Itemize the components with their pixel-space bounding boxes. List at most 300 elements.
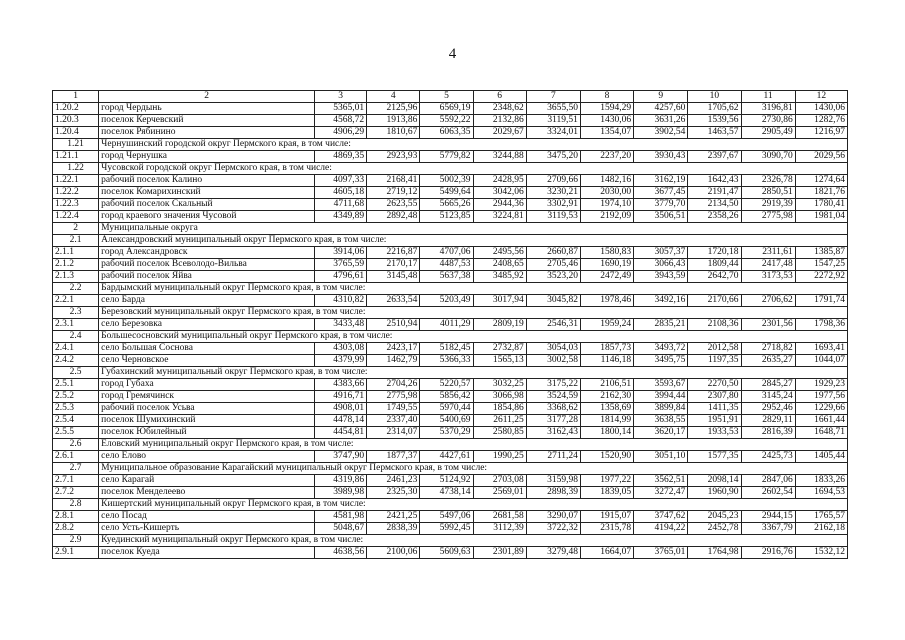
value-cell: 2421,25 (367, 511, 420, 523)
value-cell: 5124,92 (420, 475, 473, 487)
value-cell: 1913,86 (367, 115, 420, 127)
value-cell: 2314,07 (367, 427, 420, 439)
value-cell: 1981,04 (795, 211, 847, 223)
row-code: 2.5.3 (53, 403, 99, 415)
value-cell: 2719,12 (367, 187, 420, 199)
value-cell: 2829,11 (741, 415, 795, 427)
value-cell: 2816,39 (741, 427, 795, 439)
value-cell: 3017,94 (473, 295, 526, 307)
row-code: 2.8 (53, 499, 99, 511)
value-cell: 3493,72 (634, 343, 688, 355)
row-code: 2.2.1 (53, 295, 99, 307)
section-row (53, 367, 848, 379)
value-cell: 1854,86 (473, 403, 526, 415)
value-cell: 2452,78 (688, 523, 741, 535)
value-cell: 2495,56 (473, 247, 526, 259)
value-cell: 2272,92 (795, 271, 847, 283)
value-cell: 2775,98 (741, 211, 795, 223)
settlement-name: село Березовка (99, 319, 315, 331)
table-row (53, 391, 848, 403)
value-cell: 2326,78 (741, 175, 795, 187)
value-cell: 1577,35 (688, 451, 741, 463)
value-cell: 1539,56 (688, 115, 741, 127)
value-cell: 1229,66 (795, 403, 847, 415)
value-cell: 1282,76 (795, 115, 847, 127)
value-cell: 2325,30 (367, 487, 420, 499)
row-code: 1.20.3 (53, 115, 99, 127)
row-code: 2.1.2 (53, 259, 99, 271)
value-cell: 2029,56 (795, 151, 847, 163)
settlement-name: рабочий поселок Калино (99, 175, 315, 187)
value-cell: 2835,21 (634, 319, 688, 331)
row-code: 2.4.2 (53, 355, 99, 367)
value-cell: 1385,87 (795, 247, 847, 259)
settlement-name: поселок Менделеево (99, 487, 315, 499)
table-row (53, 187, 848, 199)
value-cell: 4257,60 (634, 103, 688, 115)
value-cell: 4379,99 (314, 355, 366, 367)
value-cell: 1977,56 (795, 391, 847, 403)
value-cell: 1664,07 (580, 547, 633, 559)
value-cell: 3244,88 (473, 151, 526, 163)
value-cell: 2337,40 (367, 415, 420, 427)
value-cell: 3290,07 (526, 511, 580, 523)
column-number: 9 (634, 91, 688, 103)
column-number: 2 (99, 91, 315, 103)
value-cell: 3042,06 (473, 187, 526, 199)
row-code: 2.6.1 (53, 451, 99, 463)
value-cell: 3655,50 (526, 103, 580, 115)
value-cell: 4303,08 (314, 343, 366, 355)
value-cell: 2358,26 (688, 211, 741, 223)
section-row (53, 307, 848, 319)
settlement-name: поселок Рябинино (99, 127, 315, 139)
value-cell: 4638,56 (314, 547, 366, 559)
value-cell: 5203,49 (420, 295, 473, 307)
value-cell: 2845,27 (741, 379, 795, 391)
value-cell: 1705,62 (688, 103, 741, 115)
section-title: Бардымский муниципальный округ Пермского края, в том числе: (99, 283, 848, 295)
table-row (53, 175, 848, 187)
value-cell: 2191,47 (688, 187, 741, 199)
value-cell: 1798,36 (795, 319, 847, 331)
value-cell: 2098,14 (688, 475, 741, 487)
value-cell: 3272,47 (634, 487, 688, 499)
value-cell: 2307,80 (688, 391, 741, 403)
table-row (53, 259, 848, 271)
value-cell: 3230,21 (526, 187, 580, 199)
value-cell: 1951,91 (688, 415, 741, 427)
value-cell: 2301,56 (741, 319, 795, 331)
settlement-name: село Большая Соснова (99, 343, 315, 355)
column-number-row (53, 91, 848, 103)
value-cell: 1839,05 (580, 487, 633, 499)
section-title: Чусовской городской округ Пермского края, в том числе: (99, 163, 848, 175)
value-cell: 1044,07 (795, 355, 847, 367)
value-cell: 4869,35 (314, 151, 366, 163)
settlement-name: рабочий поселок Яйва (99, 271, 315, 283)
value-cell: 2952,46 (741, 403, 795, 415)
value-cell: 4194,22 (634, 523, 688, 535)
value-cell: 3524,59 (526, 391, 580, 403)
value-cell: 3492,16 (634, 295, 688, 307)
settlement-name: город Александровск (99, 247, 315, 259)
value-cell: 1791,74 (795, 295, 847, 307)
value-cell: 3562,51 (634, 475, 688, 487)
value-cell: 1810,67 (367, 127, 420, 139)
row-code: 2.7 (53, 463, 99, 475)
table-row (53, 103, 848, 115)
value-cell: 3032,25 (473, 379, 526, 391)
value-cell: 6063,35 (420, 127, 473, 139)
value-cell: 2270,50 (688, 379, 741, 391)
settlement-name: поселок Юбилейный (99, 427, 315, 439)
value-cell: 4906,29 (314, 127, 366, 139)
value-cell: 3765,59 (314, 259, 366, 271)
row-code: 2.9.1 (53, 547, 99, 559)
value-cell: 3593,67 (634, 379, 688, 391)
value-cell: 4310,82 (314, 295, 366, 307)
row-code: 2.1.1 (53, 247, 99, 259)
value-cell: 4011,29 (420, 319, 473, 331)
value-cell: 2732,87 (473, 343, 526, 355)
value-cell: 5992,45 (420, 523, 473, 535)
value-cell: 5370,29 (420, 427, 473, 439)
value-cell: 2569,01 (473, 487, 526, 499)
value-cell: 5856,42 (420, 391, 473, 403)
settlement-name: поселок Шумихинский (99, 415, 315, 427)
value-cell: 4605,18 (314, 187, 366, 199)
value-cell: 3196,81 (741, 103, 795, 115)
section-row (53, 163, 848, 175)
value-cell: 2916,76 (741, 547, 795, 559)
column-number: 10 (688, 91, 741, 103)
value-cell: 1430,06 (580, 115, 633, 127)
table-row (53, 295, 848, 307)
value-cell: 2162,18 (795, 523, 847, 535)
value-cell: 2425,73 (741, 451, 795, 463)
value-cell: 2029,67 (473, 127, 526, 139)
value-cell: 3495,75 (634, 355, 688, 367)
value-cell: 1482,16 (580, 175, 633, 187)
settlement-name: село Черновское (99, 355, 315, 367)
page-number: 4 (448, 46, 457, 62)
value-cell: 2311,61 (741, 247, 795, 259)
row-code: 2.3.1 (53, 319, 99, 331)
settlement-name: рабочий поселок Всеволодо-Вильва (99, 259, 315, 271)
value-cell: 2923,93 (367, 151, 420, 163)
value-cell: 2100,06 (367, 547, 420, 559)
value-cell: 1274,64 (795, 175, 847, 187)
row-code: 1.20.2 (53, 103, 99, 115)
value-cell: 2838,39 (367, 523, 420, 535)
table-row (53, 355, 848, 367)
value-cell: 2397,67 (688, 151, 741, 163)
value-cell: 2168,41 (367, 175, 420, 187)
value-cell: 2898,39 (526, 487, 580, 499)
value-cell: 3224,81 (473, 211, 526, 223)
value-cell: 2315,78 (580, 523, 633, 535)
row-code: 2.1.3 (53, 271, 99, 283)
value-cell: 3765,01 (634, 547, 688, 559)
section-row (53, 463, 848, 475)
settlement-name: село Усть-Кишерть (99, 523, 315, 535)
value-cell: 2012,58 (688, 343, 741, 355)
value-cell: 3119,51 (526, 115, 580, 127)
value-cell: 3523,20 (526, 271, 580, 283)
value-cell: 3722,32 (526, 523, 580, 535)
value-cell: 2106,51 (580, 379, 633, 391)
value-cell: 3620,17 (634, 427, 688, 439)
value-cell: 5609,63 (420, 547, 473, 559)
settlement-name: город Чердынь (99, 103, 315, 115)
value-cell: 1749,55 (367, 403, 420, 415)
value-cell: 5002,39 (420, 175, 473, 187)
value-cell: 3930,43 (634, 151, 688, 163)
settlement-name: город краевого значения Чусовой (99, 211, 315, 223)
section-title: Куединский муниципальный округ Пермского края, в том числе: (99, 535, 848, 547)
value-cell: 1354,07 (580, 127, 633, 139)
value-cell: 3175,22 (526, 379, 580, 391)
column-number: 6 (473, 91, 526, 103)
value-cell: 5400,69 (420, 415, 473, 427)
value-cell: 3368,62 (526, 403, 580, 415)
section-title: Еловский муниципальный округ Пермского края, в том числе: (99, 439, 848, 451)
value-cell: 2045,23 (688, 511, 741, 523)
row-code: 2.5 (53, 367, 99, 379)
value-cell: 2850,51 (741, 187, 795, 199)
table-row (53, 115, 848, 127)
value-cell: 1694,53 (795, 487, 847, 499)
value-cell: 3506,51 (634, 211, 688, 223)
value-cell: 2704,26 (367, 379, 420, 391)
row-code: 1.21 (53, 139, 99, 151)
value-cell: 2125,96 (367, 103, 420, 115)
value-cell: 4319,86 (314, 475, 366, 487)
value-cell: 3638,55 (634, 415, 688, 427)
value-cell: 3779,70 (634, 199, 688, 211)
row-code: 2.7.1 (53, 475, 99, 487)
settlement-name: город Чернушка (99, 151, 315, 163)
value-cell: 5123,85 (420, 211, 473, 223)
settlement-name: рабочий поселок Скальный (99, 199, 315, 211)
column-number: 11 (741, 91, 795, 103)
row-code: 2.2 (53, 283, 99, 295)
value-cell: 1430,06 (795, 103, 847, 115)
section-row (53, 331, 848, 343)
value-cell: 5970,44 (420, 403, 473, 415)
value-cell: 2944,15 (741, 511, 795, 523)
value-cell: 5182,45 (420, 343, 473, 355)
value-cell: 2633,54 (367, 295, 420, 307)
value-cell: 4916,71 (314, 391, 366, 403)
value-cell: 1857,73 (580, 343, 633, 355)
table-row (53, 271, 848, 283)
value-cell: 3302,91 (526, 199, 580, 211)
value-cell: 3145,48 (367, 271, 420, 283)
value-cell: 2706,62 (741, 295, 795, 307)
row-code: 1.22 (53, 163, 99, 175)
value-cell: 4581,98 (314, 511, 366, 523)
row-code: 2.1 (53, 235, 99, 247)
value-cell: 1974,10 (580, 199, 633, 211)
value-cell: 1661,44 (795, 415, 847, 427)
value-cell: 3177,28 (526, 415, 580, 427)
column-number: 8 (580, 91, 633, 103)
column-number: 3 (314, 91, 366, 103)
value-cell: 2905,49 (741, 127, 795, 139)
value-cell: 2775,98 (367, 391, 420, 403)
value-cell: 2162,30 (580, 391, 633, 403)
row-code: 1.22.2 (53, 187, 99, 199)
tariff-table (52, 90, 848, 559)
value-cell: 1821,76 (795, 187, 847, 199)
value-cell: 1933,53 (688, 427, 741, 439)
value-cell: 2472,49 (580, 271, 633, 283)
value-cell: 2602,54 (741, 487, 795, 499)
row-code: 1.20.4 (53, 127, 99, 139)
value-cell: 1764,98 (688, 547, 741, 559)
row-code: 1.22.1 (53, 175, 99, 187)
value-cell: 3279,48 (526, 547, 580, 559)
value-cell: 1929,23 (795, 379, 847, 391)
value-cell: 2944,36 (473, 199, 526, 211)
value-cell: 3902,54 (634, 127, 688, 139)
row-code: 2.4 (53, 331, 99, 343)
row-code: 2 (53, 223, 99, 235)
value-cell: 5665,26 (420, 199, 473, 211)
table-row (53, 511, 848, 523)
table-row (53, 343, 848, 355)
value-cell: 5365,01 (314, 103, 366, 115)
value-cell: 2132,86 (473, 115, 526, 127)
value-cell: 1462,79 (367, 355, 420, 367)
value-cell: 3162,43 (526, 427, 580, 439)
value-cell: 1720,18 (688, 247, 741, 259)
row-code: 2.5.5 (53, 427, 99, 439)
row-code: 2.8.1 (53, 511, 99, 523)
value-cell: 2642,70 (688, 271, 741, 283)
value-cell: 3367,79 (741, 523, 795, 535)
value-cell: 2919,39 (741, 199, 795, 211)
row-code: 2.3 (53, 307, 99, 319)
settlement-name: город Гремячинск (99, 391, 315, 403)
value-cell: 3747,90 (314, 451, 366, 463)
value-cell: 2809,19 (473, 319, 526, 331)
value-cell: 2134,50 (688, 199, 741, 211)
value-cell: 2892,48 (367, 211, 420, 223)
section-title: Губахинский муниципальный округ Пермского края, в том числе: (99, 367, 848, 379)
value-cell: 4738,14 (420, 487, 473, 499)
table-row (53, 523, 848, 535)
value-cell: 3057,37 (634, 247, 688, 259)
section-title: Кишертский муниципальный округ Пермского края, в том числе: (99, 499, 848, 511)
table-row (53, 199, 848, 211)
column-number: 7 (526, 91, 580, 103)
table-row (53, 427, 848, 439)
value-cell: 3051,10 (634, 451, 688, 463)
value-cell: 3914,06 (314, 247, 366, 259)
value-cell: 2681,58 (473, 511, 526, 523)
value-cell: 5220,57 (420, 379, 473, 391)
value-cell: 3485,92 (473, 271, 526, 283)
section-row (53, 283, 848, 295)
value-cell: 1960,90 (688, 487, 741, 499)
value-cell: 3112,39 (473, 523, 526, 535)
row-code: 2.9 (53, 535, 99, 547)
value-cell: 5497,06 (420, 511, 473, 523)
column-number: 4 (367, 91, 420, 103)
row-code: 2.6 (53, 439, 99, 451)
value-cell: 1690,19 (580, 259, 633, 271)
value-cell: 4383,66 (314, 379, 366, 391)
row-code: 1.21.1 (53, 151, 99, 163)
value-cell: 2546,31 (526, 319, 580, 331)
settlement-name: поселок Куеда (99, 547, 315, 559)
section-row (53, 499, 848, 511)
value-cell: 2408,65 (473, 259, 526, 271)
table-row (53, 403, 848, 415)
row-code: 2.8.2 (53, 523, 99, 535)
value-cell: 2660,87 (526, 247, 580, 259)
table-row (53, 211, 848, 223)
value-cell: 1809,44 (688, 259, 741, 271)
table-row (53, 319, 848, 331)
section-title: Чернушинский городской округ Пермского края, в том числе: (99, 139, 848, 151)
section-row (53, 439, 848, 451)
value-cell: 1594,29 (580, 103, 633, 115)
value-cell: 1411,35 (688, 403, 741, 415)
value-cell: 1765,57 (795, 511, 847, 523)
table-row (53, 451, 848, 463)
value-cell: 1146,18 (580, 355, 633, 367)
column-number: 1 (53, 91, 99, 103)
table-row (53, 379, 848, 391)
section-row (53, 235, 848, 247)
value-cell: 3162,19 (634, 175, 688, 187)
value-cell: 3066,98 (473, 391, 526, 403)
value-cell: 3119,53 (526, 211, 580, 223)
value-cell: 2709,66 (526, 175, 580, 187)
row-code: 2.5.4 (53, 415, 99, 427)
settlement-name: село Карагай (99, 475, 315, 487)
value-cell: 1877,37 (367, 451, 420, 463)
table-row (53, 247, 848, 259)
value-cell: 3173,53 (741, 271, 795, 283)
settlement-name: село Барда (99, 295, 315, 307)
row-code: 2.5.2 (53, 391, 99, 403)
value-cell: 2705,46 (526, 259, 580, 271)
row-code: 1.22.3 (53, 199, 99, 211)
section-row (53, 223, 848, 235)
row-code: 2.4.1 (53, 343, 99, 355)
value-cell: 1800,14 (580, 427, 633, 439)
value-cell: 2423,17 (367, 343, 420, 355)
settlement-name: поселок Комарихинский (99, 187, 315, 199)
value-cell: 2170,66 (688, 295, 741, 307)
value-cell: 5592,22 (420, 115, 473, 127)
value-cell: 1520,90 (580, 451, 633, 463)
section-title: Александровский муниципальный округ Пермского края, в том числе: (99, 235, 848, 247)
value-cell: 1532,12 (795, 547, 847, 559)
value-cell: 1780,41 (795, 199, 847, 211)
value-cell: 2580,85 (473, 427, 526, 439)
value-cell: 5048,67 (314, 523, 366, 535)
value-cell: 3433,48 (314, 319, 366, 331)
value-cell: 2461,23 (367, 475, 420, 487)
column-number: 12 (795, 91, 847, 103)
settlement-name: рабочий поселок Усьва (99, 403, 315, 415)
